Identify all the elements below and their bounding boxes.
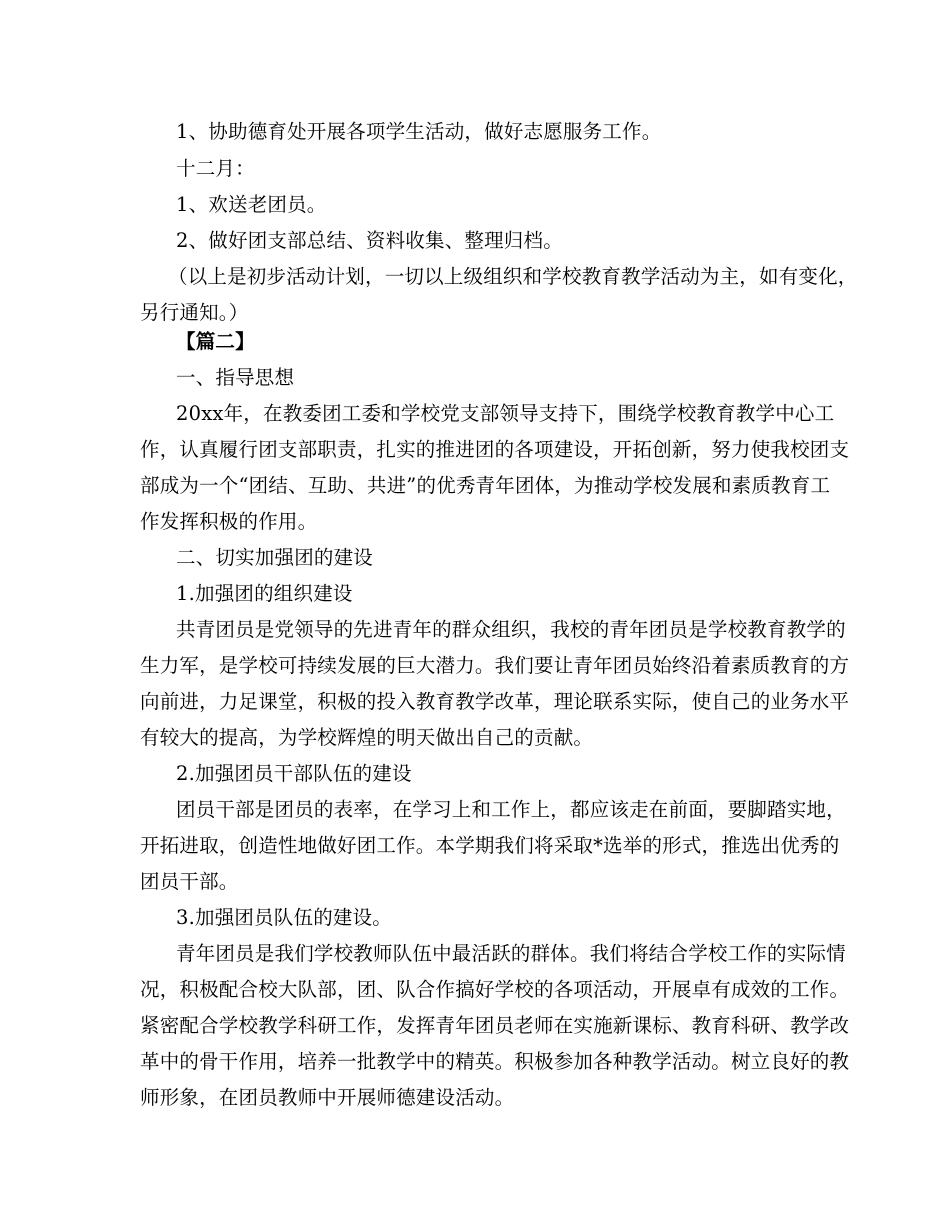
text-line: 一、指导思想: [176, 366, 295, 389]
text-line: 向前进，力足课堂，积极的投入教育教学改革，理论联系实际，使自己的业务水平: [140, 690, 850, 713]
text-line: 十二月：: [176, 157, 255, 180]
text-line: 青年团员是我们学校教师队伍中最活跃的群体。我们将结合学校工作的实际情: [176, 942, 846, 965]
text-line: 1、协助德育处开展各项学生活动，做好志愿服务工作。: [176, 120, 662, 143]
text-line: 二、切实加强团的建设: [176, 546, 374, 569]
text-line: 紧密配合学校教学科研工作，发挥青年团员老师在实施新课标、教育科研、教学改: [140, 1014, 850, 1037]
text-line: 团员干部。: [140, 870, 239, 893]
text-line: 2、做好团支部总结、资料收集、整理归档。: [176, 229, 563, 252]
text-line: 另行通知。）: [140, 301, 249, 324]
text-line: 师形象，在团员教师中开展师德建设活动。: [140, 1086, 515, 1109]
text-line: 部成为一个“团结、互助、共进”的优秀青年团体，为推动学校发展和素质教育工: [140, 474, 831, 497]
text-line: 1、欢送老团员。: [176, 193, 327, 216]
text-line: 生力军，是学校可持续发展的巨大潜力。我们要让青年团员始终沿着素质教育的方: [140, 654, 850, 677]
text-line: 况，积极配合校大队部，团、队合作搞好学校的各项活动，开展卓有成效的工作。: [140, 978, 850, 1001]
text-line: 开拓进取，创造性地做好团工作。本学期我们将采取*选举的形式，推选出优秀的: [140, 834, 840, 857]
text-line: 有较大的提高，为学校辉煌的明天做出自己的贡献。: [140, 726, 594, 749]
text-line: 作，认真履行团支部职责，扎实的推进团的各项建设，开拓创新，努力使我校团支: [140, 438, 850, 461]
text-line: 2.加强团员干部队伍的建设: [176, 762, 412, 785]
text-line: 团员干部是团员的表率，在学习上和工作上，都应该走在前面，要脚踏实地，: [176, 798, 846, 821]
section-heading: 【篇二】: [176, 330, 255, 353]
text-line: 作发挥积极的作用。: [140, 510, 318, 533]
text-line: 1.加强团的组织建设: [176, 582, 353, 605]
text-line: 20xx年，在教委团工委和学校党支部领导支持下，围绕学校教育教学中心工: [176, 402, 835, 425]
text-line: （以上是初步活动计划，一切以上级组织和学校教育教学活动为主，如有变化，: [168, 265, 858, 288]
text-line: 革中的骨干作用，培养一批教学中的精英。积极参加各种教学活动。树立良好的教: [140, 1050, 850, 1073]
text-line: 共青团员是党领导的先进青年的群众组织，我校的青年团员是学校教育教学的: [176, 618, 846, 641]
text-line: 3.加强团员队伍的建设。: [176, 906, 393, 929]
